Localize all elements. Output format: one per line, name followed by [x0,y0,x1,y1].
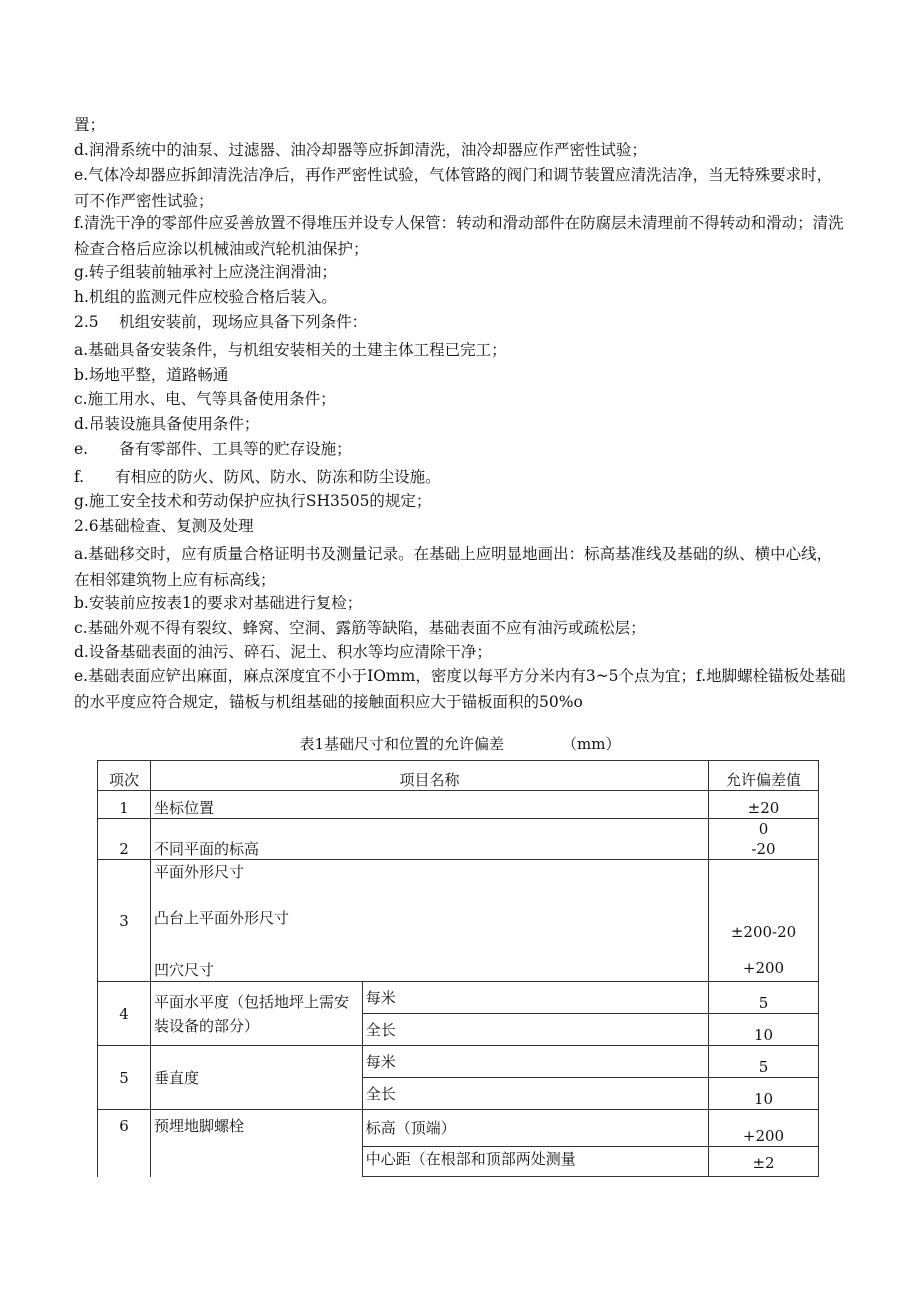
paragraph: d.润滑系统中的油泵、过滤器、油冷却器等应拆卸清洗，油冷却器应作严密性试验； [74,141,647,159]
row-value [709,819,819,860]
paragraph: a.基础移交时，应有质量合格证明书及测量记录。在基础上应明显地画出：标高基准线及基础的纵、横中心线，在相邻建筑物上应有标高线； [74,545,833,589]
paragraph: g.施工安全技术和劳动保护应执行SH3505的规定； [74,492,432,510]
item-line: 凸台上平面外形尺寸 [153,909,289,927]
paragraph: e.气体冷却器应拆卸清洗洁净后，再作严密性试验，气体管路的阀门和调节装置应清洗洁净，当无特殊要求时，可不作严密性试验； [74,166,833,210]
item-line: 凹穴尺寸 [153,961,214,979]
paragraph: e.基础表面应铲出麻面，麻点深度宜不小于IOmm，密度以每平方分米内有3~5个点为宜；f.地脚螺栓锚板处基础的水平度应符合规定，锚板与机组基础的接触面积应大于锚板面积的50%o [74,667,846,711]
table-row [98,860,819,982]
header-no: 项次 [98,761,151,791]
paragraph: d.设备基础表面的油污、碎石、泥土、积水等均应清除干净； [74,643,492,661]
item-line: 平面外形尺寸 [153,863,244,881]
row-value: ±2 [709,1147,819,1177]
row-item: 坐标位置 [150,791,708,819]
paragraph: b.场地平整，道路畅通 [74,366,229,384]
row-value: 10 [709,1014,819,1046]
paragraph: 置； [74,116,106,134]
row-sub-item: 全长 [362,1014,708,1046]
row-no: 3 [98,860,151,982]
row-no: 6 [98,1110,151,1177]
row-sub-item: 每米 [362,1046,708,1078]
paragraph: g.转子组装前轴承衬上应浇注润滑油； [74,263,337,281]
row-no: 1 [98,791,151,819]
table-row [98,982,819,1014]
header-value: 允许偏差值 [709,761,819,791]
row-item: 平面水平度（包括地坪上需安装设备的部分） [150,982,362,1046]
table-row [98,1046,819,1078]
row-no: 4 [98,982,151,1046]
row-value: +200 [709,1110,819,1147]
value-bottom: -20 [751,840,776,858]
row-item [150,860,708,982]
row-sub-item: 全长 [362,1078,708,1110]
table-row [98,791,819,819]
paragraph: b.安装前应按表1的要求对基础进行复检； [74,594,363,612]
header-item: 项目名称 [150,761,708,791]
table-title: 表1基础尺寸和位置的允许偏差 [299,735,505,753]
row-value: 5 [709,1046,819,1078]
row-value: ±20 [709,791,819,819]
table-unit: （mm） [562,735,621,753]
row-sub-item: 每米 [362,982,708,1014]
table-title-line [0,734,920,754]
paragraph: c.基础外观不得有裂纹、蜂窝、空洞、露筋等缺陷，基础表面不应有油污或疏松层； [74,619,646,637]
row-sub-item: 中心距（在根部和顶部两处测量 [362,1147,708,1177]
paragraph: c.施工用水、电、气等具备使用条件； [74,390,336,408]
tolerance-table [97,760,819,1177]
paragraph: a.基础具备安装条件，与机组安装相关的土建主体工程已完工； [74,341,507,359]
section-heading: 2.5 机组安装前，现场应具备下列条件： [74,313,368,331]
table-header-row [98,761,819,791]
table-row [98,1110,819,1147]
row-value: 10 [709,1078,819,1110]
row-value [709,860,819,982]
row-no: 2 [98,819,151,860]
section-heading: 2.6基础检查、复测及处理 [74,517,254,535]
row-value: 5 [709,982,819,1014]
paragraph: h.机组的监测元件应校验合格后装入。 [74,288,337,306]
row-item: 预埋地脚螺栓 [150,1110,362,1177]
value-mid: ±200-20 [730,923,797,941]
value-bottom: +200 [742,959,785,977]
paragraph: f.清洗干净的零部件应妥善放置不得堆压并设专人保管：转动和滑动部件在防腐层未清理前不得转动和滑动；清洗检查合格后应涂以机械油或汽轮机油保护； [74,214,844,258]
paragraph: e. 备有零部件、工具等的贮存设施； [74,440,352,458]
paragraph: d.吊装设施具备使用条件； [74,415,260,433]
value-top: 0 [758,820,769,838]
row-sub-item: 标高（顶端） [362,1110,708,1147]
row-no: 5 [98,1046,151,1110]
paragraph: f. 有相应的防火、防风、防水、防冻和防尘设施。 [74,468,441,486]
row-item: 不同平面的标高 [150,819,708,860]
row-item: 垂直度 [150,1046,362,1110]
table-row [98,819,819,860]
